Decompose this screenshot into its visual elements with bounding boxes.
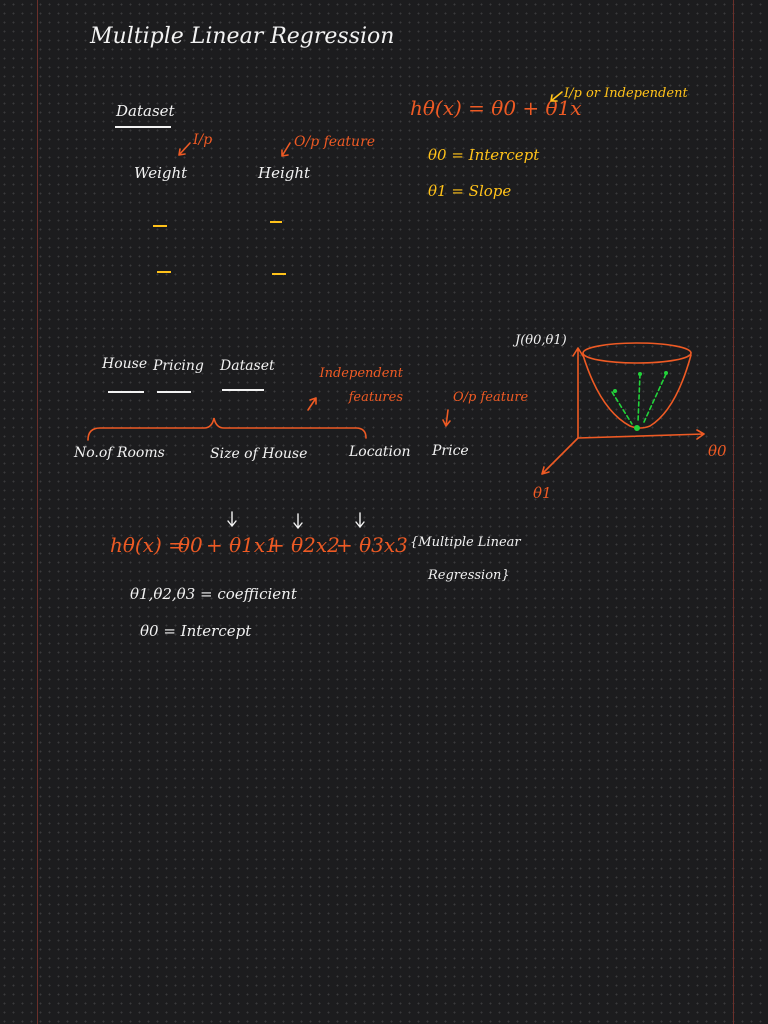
dataset-word: Dataset	[220, 358, 275, 374]
term-theta1x1: + θ1x1	[206, 533, 278, 557]
cost-axis-label: J(θ0,θ1)	[515, 333, 567, 348]
weight-column: Weight	[134, 164, 188, 182]
house-op-feature-label: O/p feature	[453, 390, 529, 405]
feature-rooms: No.of Rooms	[74, 445, 165, 461]
theta1-slope: θ1 = Slope	[428, 182, 512, 200]
intercept-line: θ0 = Intercept	[140, 622, 252, 640]
op-arrow	[282, 143, 290, 156]
ip-label: I/p	[193, 132, 213, 148]
ip-arrow	[179, 143, 190, 155]
multiple-linear-note-2: Regression}	[428, 568, 510, 583]
feature-size: Size of House	[210, 446, 308, 462]
page-title: Multiple Linear Regression	[90, 24, 395, 49]
theta0-intercept: θ0 = Intercept	[428, 146, 540, 164]
term-theta0: θ0	[178, 533, 203, 557]
ip-independent-note: I/p or Independent	[564, 86, 688, 101]
term-theta2x2: + θ2x2	[268, 533, 340, 557]
house-word: House	[102, 356, 148, 372]
cost-y-axis	[573, 348, 583, 438]
independent-features-label: Independent features	[319, 366, 403, 405]
coefficients-line: θ1,θ2,θ3 = coefficient	[130, 585, 297, 603]
bowl-rim	[583, 343, 691, 363]
theta1-z-axis	[542, 438, 578, 474]
theta0-x-axis	[578, 430, 704, 439]
formula-ip-arrow	[551, 92, 562, 101]
height-column: Height	[258, 164, 311, 182]
target-price: Price	[432, 443, 469, 459]
features-brace	[88, 418, 366, 440]
theta0-axis-label: θ0	[708, 442, 727, 460]
independent-arrow	[308, 398, 316, 410]
bowl-body	[583, 355, 691, 428]
multiple-linear-note-1: {Multiple Linear	[410, 535, 521, 550]
price-arrow	[443, 410, 450, 426]
term-theta3x3: + θ3x3	[336, 533, 408, 557]
op-feature-label: O/p feature	[294, 134, 376, 150]
feature-location: Location	[349, 444, 411, 460]
pricing-word: Pricing	[153, 358, 204, 374]
multi-hypothesis-lhs: hθ(x) =	[110, 533, 185, 557]
theta1-axis-label: θ1	[533, 484, 552, 502]
dataset-heading: Dataset	[116, 102, 175, 120]
simple-hypothesis: hθ(x) = θ0 + θ1x	[410, 96, 582, 120]
